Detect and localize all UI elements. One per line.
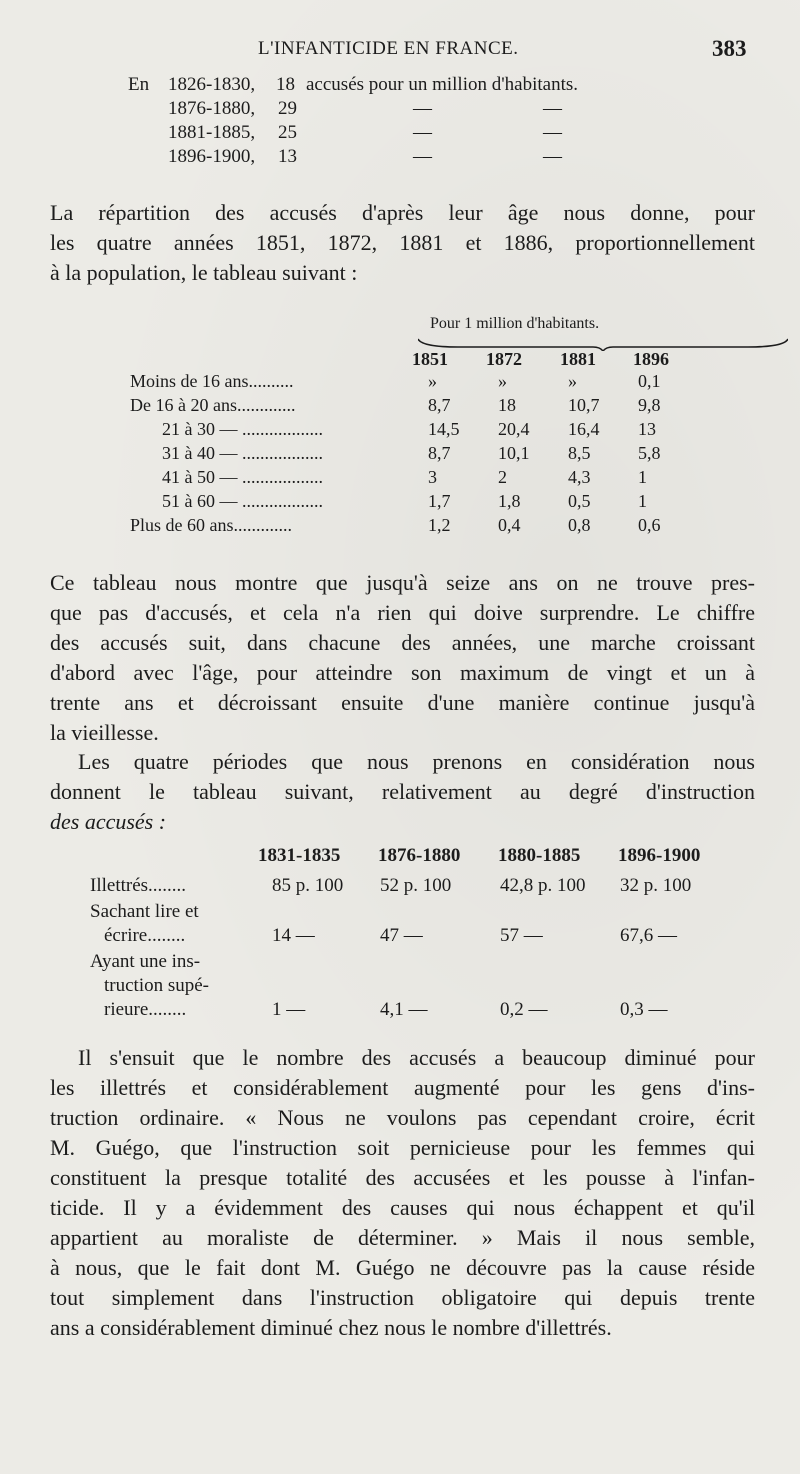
table-cell: 0,3 — [620, 999, 668, 1020]
text-line: Il s'ensuit que le nombre des accusés a beaucoup diminué pour [78, 1045, 755, 1070]
age-label: 41 à 50 — .................. [162, 467, 323, 487]
table-cell: 1,2 [428, 515, 451, 535]
table-cell: » [498, 371, 507, 391]
page-number: 383 [712, 36, 747, 61]
age-label: 21 à 30 — .................. [162, 419, 323, 439]
text-line: les illettrés et considérablement augmenté pour les gens d'ins- [50, 1075, 755, 1100]
table-cell: 14,5 [428, 419, 460, 439]
text-line: les quatre années 1851, 1872, 1881 et 1886, proportionnellement [50, 230, 755, 255]
paragraph-age-analysis [50, 568, 755, 748]
text-line: des accusés : [50, 809, 167, 834]
table-cell: 18 [498, 395, 516, 415]
table-cell: 67,6 — [620, 925, 677, 946]
text-line: trente ans et décroissant ensuite d'une manière continue jusqu'à [50, 690, 755, 715]
period-header: 1896-1900 [618, 845, 701, 866]
ditto-mark: — [543, 146, 562, 167]
table-cell: 13 [638, 419, 656, 439]
table-cell: 42,8 p. 100 [500, 875, 586, 896]
brace-decoration [418, 337, 788, 351]
table-cell: 14 — [272, 925, 315, 946]
year-header: 1872 [486, 349, 522, 369]
text-line: constituent la presque totalité des accusées et les pousse à l'infan- [50, 1165, 755, 1190]
period-header: 1831-1835 [258, 845, 341, 866]
row-text: accusés pour un million d'habitants. [306, 74, 579, 95]
text-line: des accusés suit, dans chacune des années, une marche croissant [50, 630, 755, 655]
text-line: M. Guégo, que l'instruction soit pernicieuse pour les femmes qui [50, 1135, 755, 1160]
text-line: à la population, le tableau suivant : [50, 260, 358, 285]
text-line: donnent le tableau suivant, relativement au degré d'instruction [50, 779, 755, 804]
table-cell: 1 [638, 467, 647, 487]
table-cell: » [568, 371, 577, 391]
age-label: De 16 à 20 ans............. [130, 395, 296, 415]
year-header: 1881 [560, 349, 596, 369]
period: 1896-1900, [168, 146, 256, 167]
text-line: d'abord avec l'âge, pour atteindre son maximum de vingt et un à [50, 660, 755, 685]
text-line: truction ordinaire. « Nous ne voulons pas cependant croire, écrit [50, 1105, 755, 1130]
table-cell: 8,5 [568, 443, 591, 463]
running-title: L'INFANTICIDE EN FRANCE. [258, 38, 519, 59]
table-cell: 8,7 [428, 395, 451, 415]
row-label: Sachant lire et [90, 901, 199, 922]
period: 1826-1830, [168, 74, 256, 95]
table-cell: 0,1 [638, 371, 661, 391]
text-line: tout simplement dans l'instruction obligatoire qui depuis trente [50, 1285, 755, 1310]
text-line: Les quatre périodes que nous prenons en considération nous [78, 749, 755, 774]
table-cell: 16,4 [568, 419, 600, 439]
text-line: La répartition des accusés d'après leur âge nous donne, pour [50, 200, 755, 225]
year-header: 1851 [412, 349, 448, 369]
table-cell: 5,8 [638, 443, 661, 463]
age-label: Plus de 60 ans............. [130, 515, 292, 535]
text-line: Ce tableau nous montre que jusqu'à seize ans on ne trouve pres- [50, 570, 755, 595]
table-cell: 1,7 [428, 491, 451, 511]
period: 1881-1885, [168, 122, 256, 143]
period: 1876-1880, [168, 98, 256, 119]
period-header: 1880-1885 [498, 845, 581, 866]
ditto-mark: — [543, 98, 562, 119]
table-cell: 0,5 [568, 491, 591, 511]
text-line: que pas d'accusés, et cela n'a rien qui doive surprendre. Le chiffre [50, 600, 755, 625]
table-cell: 85 p. 100 [272, 875, 344, 896]
paragraph-conclusion [50, 1043, 755, 1343]
table-cell: » [428, 371, 437, 391]
table-cell: 8,7 [428, 443, 451, 463]
table-cell: 0,2 — [500, 999, 548, 1020]
table-cell: 9,8 [638, 395, 661, 415]
year-header: 1896 [633, 349, 669, 369]
table-cell: 3 [428, 467, 437, 487]
ditto-mark: — [543, 122, 562, 143]
row-label: Illettrés........ [90, 875, 187, 896]
table-cell: 52 p. 100 [380, 875, 452, 896]
period-header: 1876-1880 [378, 845, 461, 866]
table-cell: 1 [638, 491, 647, 511]
table-cell: 20,4 [498, 419, 530, 439]
table-cell: 47 — [380, 925, 423, 946]
age-label: 51 à 60 — .................. [162, 491, 323, 511]
row-lead: En [128, 74, 150, 95]
table-cell: 4,3 [568, 467, 591, 487]
value: 29 [278, 98, 297, 119]
row-label: rieure........ [104, 999, 187, 1020]
text-line: ticide. Il y a évidemment des causes qui nous échappent et qu'il [50, 1195, 755, 1220]
table-cell: 57 — [500, 925, 543, 946]
page-header [0, 36, 800, 66]
table-cell: 0,6 [638, 515, 661, 535]
table-cell: 4,1 — [380, 999, 428, 1020]
value: 25 [278, 122, 297, 143]
table-cell: 1 — [272, 999, 306, 1020]
table-cell: 0,8 [568, 515, 591, 535]
text-line: à nous, que le fait dont M. Guégo ne découvre pas la cause réside [50, 1255, 755, 1280]
table-cell: 10,1 [498, 443, 530, 463]
value: 13 [278, 146, 297, 167]
text-line: ans a considérablement diminué chez nous le nombre d'illettrés. [50, 1315, 612, 1340]
text-line: la vieillesse. [50, 720, 159, 745]
paragraph-age-intro [50, 198, 755, 288]
table-cell: 0,4 [498, 515, 521, 535]
ditto-mark: — [413, 122, 432, 143]
paragraph-instruction-intro [50, 747, 755, 837]
table-caption: Pour 1 million d'habitants. [430, 315, 600, 332]
row-label: truction supé- [104, 975, 210, 996]
text-line: appartient au moraliste de déterminer. » Mais il nous semble, [50, 1225, 755, 1250]
ditto-mark: — [413, 98, 432, 119]
row-label: écrire........ [104, 925, 186, 946]
table-cell: 1,8 [498, 491, 521, 511]
age-label: Moins de 16 ans.......... [130, 371, 294, 391]
age-label: 31 à 40 — .................. [162, 443, 323, 463]
table-cell: 10,7 [568, 395, 600, 415]
row-label: Ayant une ins- [90, 951, 201, 972]
table-cell: 32 p. 100 [620, 875, 692, 896]
table-cell: 2 [498, 467, 507, 487]
value: 18 [276, 74, 295, 95]
ditto-mark: — [413, 146, 432, 167]
